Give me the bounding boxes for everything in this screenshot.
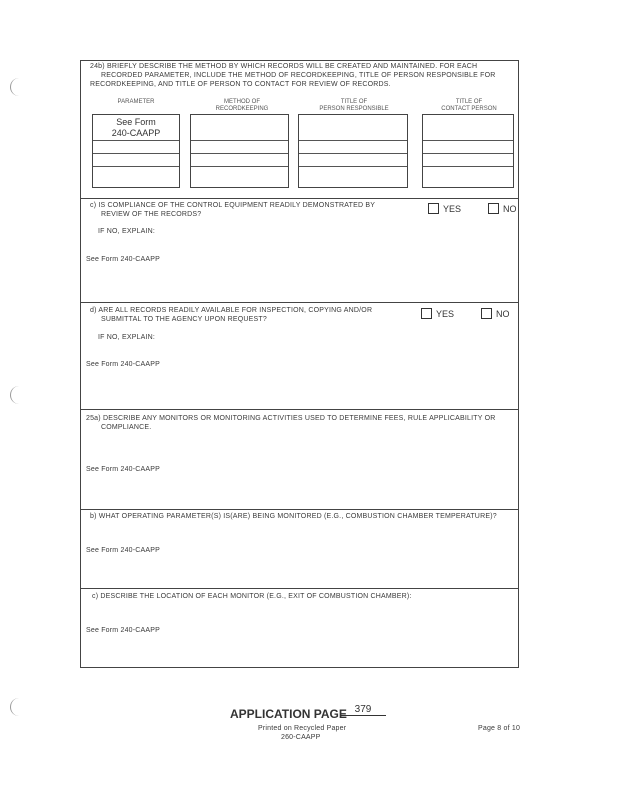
section-divider (80, 409, 519, 410)
parameter-cell[interactable] (93, 141, 179, 154)
section-d-answer[interactable]: See Form 240-CAAPP (86, 361, 161, 368)
person-responsible-column (298, 114, 408, 188)
section-divider (80, 302, 519, 303)
printed-on-recycled-paper: Printed on Recycled Paper (258, 725, 347, 732)
section-24b-text-3: RECORDKEEPING, AND TITLE OF PERSON TO CONTACT FOR REVIEW OF RECORDS. (90, 81, 391, 88)
section-d-question-1: d) ARE ALL RECORDS READILY AVAILABLE FOR INSPECTION, COPYING AND/OR (90, 307, 373, 314)
parameter-cell[interactable] (93, 154, 179, 167)
page-indicator: Page 8 of 10 (478, 725, 521, 732)
section-b-answer[interactable]: See Form 240-CAAPP (86, 547, 161, 554)
yes-label: YES (443, 204, 462, 214)
section-24b-text-1: 24b) BRIEFLY DESCRIBE THE METHOD BY WHICH RECORDS WILL BE CREATED AND MAINTAINED. FOR EACH (90, 63, 478, 70)
method-cell[interactable] (191, 141, 288, 154)
parameter-cell[interactable] (93, 167, 179, 180)
contact-person-cell[interactable] (423, 115, 513, 141)
yes-checkbox[interactable] (428, 203, 439, 214)
application-page-label: APPLICATION PAGE (230, 707, 347, 721)
section-b-question: b) WHAT OPERATING PARAMETER(S) IS(ARE) BEING MONITORED (E.G., COMBUSTION CHAMBER TEMPERATURE)? (90, 513, 497, 520)
section-divider (80, 509, 519, 510)
section-d-question-2: SUBMITTAL TO THE AGENCY UPON REQUEST? (101, 316, 267, 323)
method-cell[interactable] (191, 167, 288, 180)
no-checkbox[interactable] (481, 308, 492, 319)
column-header-contact-person: TITLE OF CONTACT PERSON (441, 99, 497, 112)
section-c-question-1: c) IS COMPLIANCE OF THE CONTROL EQUIPMENT READILY DEMONSTRATED BY (90, 202, 376, 209)
yes-label: YES (436, 309, 455, 319)
explain-label: IF NO, EXPLAIN: (98, 334, 156, 341)
section-25a-text-2: COMPLIANCE. (101, 424, 152, 431)
application-page-number: 379 (340, 704, 386, 716)
contact-person-cell[interactable] (423, 141, 513, 154)
section-25a-answer[interactable]: See Form 240-CAAPP (86, 466, 161, 473)
binder-hole-mark (10, 698, 21, 716)
method-cell[interactable] (191, 115, 288, 141)
binder-hole-mark (10, 386, 21, 404)
contact-person-cell[interactable] (423, 154, 513, 167)
section-divider (80, 588, 519, 589)
contact-person-cell[interactable] (423, 167, 513, 180)
person-responsible-cell[interactable] (299, 115, 407, 141)
section-c2-question: c) DESCRIBE THE LOCATION OF EACH MONITOR (E.G., EXIT OF COMBUSTION CHAMBER): (92, 593, 412, 600)
column-header-method: METHOD OF RECORDKEEPING (215, 99, 269, 112)
person-responsible-cell[interactable] (299, 167, 407, 180)
parameter-column (92, 114, 180, 188)
form-id: 260-CAAPP (281, 734, 321, 741)
method-column (190, 114, 289, 188)
contact-person-column (422, 114, 514, 188)
section-24b-text-2: RECORDED PARAMETER, INCLUDE THE METHOD OF RECORDKEEPING, TITLE OF PERSON RESPONSIBLE FOR (101, 72, 496, 79)
no-label: NO (496, 309, 510, 319)
person-responsible-cell[interactable] (299, 154, 407, 167)
column-header-parameter: PARAMETER (117, 99, 155, 105)
column-header-person-responsible: TITLE OF PERSON RESPONSIBLE (319, 99, 389, 112)
section-divider (80, 198, 519, 199)
explain-label: IF NO, EXPLAIN: (98, 228, 156, 235)
binder-hole-mark (10, 78, 21, 96)
section-c-question-2: REVIEW OF THE RECORDS? (101, 211, 202, 218)
parameter-cell-1[interactable]: See Form 240-CAAPP (93, 115, 179, 141)
yes-checkbox[interactable] (421, 308, 432, 319)
section-c-answer[interactable]: See Form 240-CAAPP (86, 256, 161, 263)
person-responsible-cell[interactable] (299, 141, 407, 154)
method-cell[interactable] (191, 154, 288, 167)
no-checkbox[interactable] (488, 203, 499, 214)
section-25a-text-1: 25a) DESCRIBE ANY MONITORS OR MONITORING ACTIVITIES USED TO DETERMINE FEES, RULE APPLICABILITY OR (86, 415, 496, 422)
section-c2-answer[interactable]: See Form 240-CAAPP (86, 627, 161, 634)
no-label: NO (503, 204, 517, 214)
